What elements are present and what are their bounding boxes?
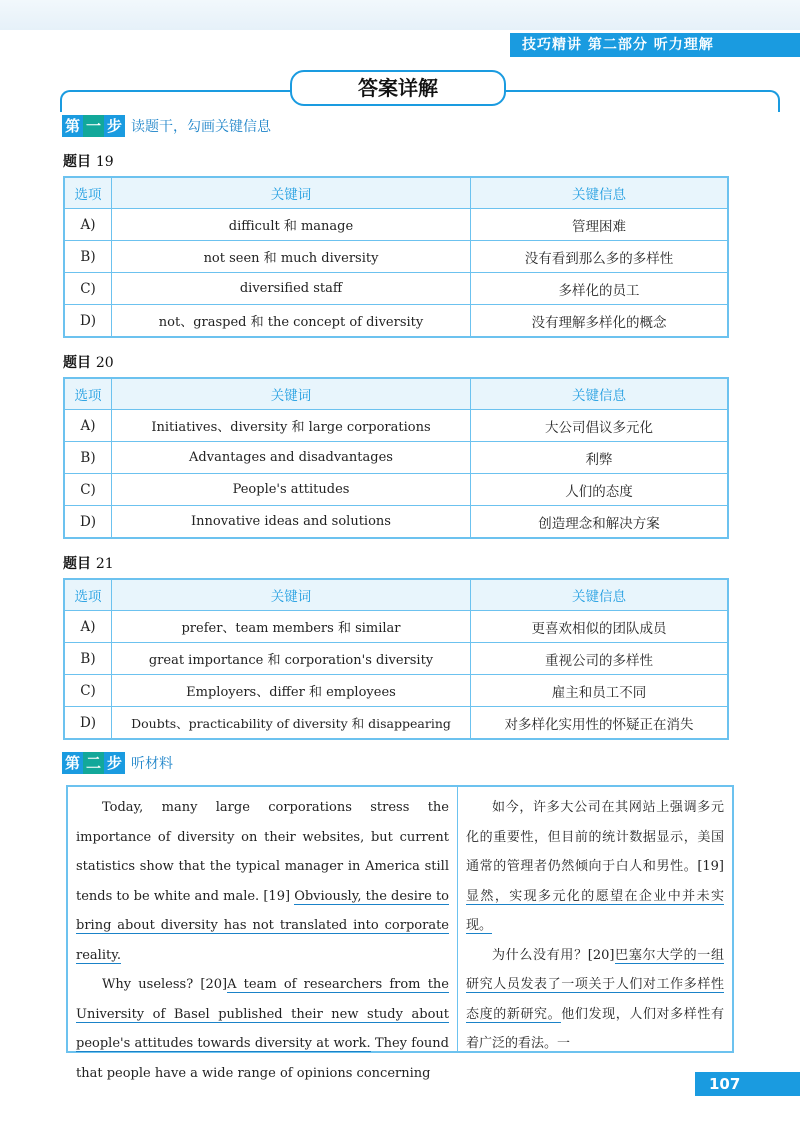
col-keywords-header: 关键词 <box>112 579 471 611</box>
table-header-row <box>64 378 728 410</box>
option-cell: C) <box>64 474 112 506</box>
info-cell: 没有看到那么多的多样性 <box>471 241 729 273</box>
keywords-cell: not seen 和 much diversity <box>112 241 471 273</box>
option-cell: A) <box>64 410 112 442</box>
keywords-cell: Doubts、practicability of diversity 和 disappearing <box>112 707 471 740</box>
table-row <box>64 611 728 643</box>
title-banner <box>60 70 780 110</box>
option-cell: D) <box>64 707 112 740</box>
table-row <box>64 474 728 506</box>
chinese-paragraph-2: 为什么没有用？[20]巴塞尔大学的一组研究人员发表了一项关于人们对工作多样性态度的新研究。他们发现，人们对多样性有着广泛的看法。一 <box>466 947 724 1051</box>
step-one-label: 读题干，勾画关键信息 <box>131 119 272 135</box>
table-row <box>64 241 728 273</box>
english-paragraph-1: Today, many large corporations stress the importance of diversity on their websites, but current statistics show that the typical manager in America still tends to be white and male. [19] Obviously, the desire to bring about diversity has not translated into corporate reality. <box>76 800 449 963</box>
info-cell: 没有理解多样化的概念 <box>471 305 729 338</box>
keywords-cell: not、grasped 和 the concept of diversity <box>112 305 471 338</box>
section-header: 技巧精讲 第二部分 听力理解 <box>510 33 800 57</box>
info-cell: 更喜欢相似的团队成员 <box>471 611 729 643</box>
keywords-cell: Innovative ideas and solutions <box>112 506 471 539</box>
keywords-cell: great importance 和 corporation's diversity <box>112 643 471 675</box>
table-row <box>64 305 728 338</box>
option-cell: A) <box>64 611 112 643</box>
table-header-row <box>64 579 728 611</box>
info-cell: 雇主和员工不同 <box>471 675 729 707</box>
keywords-cell: Employers、differ 和 employees <box>112 675 471 707</box>
step-two-badge: 第 二 步 <box>62 752 125 774</box>
question-21-label: 题目 21 <box>63 556 114 572</box>
col-keywords-header: 关键词 <box>112 177 471 209</box>
info-cell: 多样化的员工 <box>471 273 729 305</box>
passage-english <box>68 787 458 1081</box>
col-option-header: 选项 <box>64 579 112 611</box>
col-option-header: 选项 <box>64 378 112 410</box>
option-cell: D) <box>64 506 112 539</box>
table-row <box>64 643 728 675</box>
table-row <box>64 707 728 740</box>
step-two-heading <box>62 752 173 774</box>
table-row <box>64 442 728 474</box>
underlined-translation-20: 巴塞尔大学的一组研究人员发表了一项关于人们对工作多样性态度的新研究。 <box>466 947 724 1022</box>
option-cell: C) <box>64 273 112 305</box>
table-row <box>64 209 728 241</box>
option-cell: C) <box>64 675 112 707</box>
info-cell: 大公司倡议多元化 <box>471 410 729 442</box>
info-cell: 创造理念和解决方案 <box>471 506 729 539</box>
keywords-cell: prefer、team members 和 similar <box>112 611 471 643</box>
option-cell: D) <box>64 305 112 338</box>
question-20-table <box>63 377 729 539</box>
table-row <box>64 506 728 539</box>
option-cell: B) <box>64 241 112 273</box>
info-cell: 利弊 <box>471 442 729 474</box>
option-cell: A) <box>64 209 112 241</box>
option-cell: B) <box>64 442 112 474</box>
underlined-answer-19: Obviously, the desire to bring about diversity has not translated into corporate reality. <box>76 888 449 963</box>
english-paragraph-2: Why useless? [20]A team of researchers from the University of Basel published their new study about people's attitudes towards diversity at work. They found that people have a wide range of opinions concerning <box>76 977 449 1081</box>
step-two-label: 听材料 <box>131 756 174 772</box>
page-title: 答案详解 <box>290 70 506 106</box>
table-header-row <box>64 177 728 209</box>
underlined-answer-20: A team of researchers from the University of Basel published their new study about people's attitudes towards diversity at work. <box>76 977 449 1051</box>
question-21-table <box>63 578 729 740</box>
col-keywords-header: 关键词 <box>112 378 471 410</box>
underlined-translation-19: 显然，实现多元化的愿望在企业中并未实现。 <box>466 888 724 933</box>
info-cell: 人们的态度 <box>471 474 729 506</box>
table-row <box>64 675 728 707</box>
page-top-band <box>0 0 800 30</box>
question-19-label: 题目 19 <box>63 154 114 170</box>
info-cell: 重视公司的多样性 <box>471 643 729 675</box>
keywords-cell: Initiatives、diversity 和 large corporations <box>112 410 471 442</box>
listening-passage <box>66 785 734 1081</box>
option-cell: B) <box>64 643 112 675</box>
info-cell: 管理困难 <box>471 209 729 241</box>
step-one-badge: 第 一 步 <box>62 115 125 137</box>
page-number: 107 <box>695 1072 800 1096</box>
col-info-header: 关键信息 <box>471 579 729 611</box>
keywords-cell: People's attitudes <box>112 474 471 506</box>
question-19-table <box>63 176 729 338</box>
col-option-header: 选项 <box>64 177 112 209</box>
info-cell: 对多样化实用性的怀疑正在消失 <box>471 707 729 740</box>
question-20-label: 题目 20 <box>63 355 114 371</box>
chinese-paragraph-1: 如今，许多大公司在其网站上强调多元化的重要性，但目前的统计数据显示，美国通常的管理者仍然倾向于白人和男性。[19]显然，实现多元化的愿望在企业中并未实现。 <box>466 800 724 933</box>
keywords-cell: diversified staff <box>112 273 471 305</box>
col-info-header: 关键信息 <box>471 378 729 410</box>
step-one-heading <box>62 115 271 137</box>
keywords-cell: Advantages and disadvantages <box>112 442 471 474</box>
col-info-header: 关键信息 <box>471 177 729 209</box>
table-row <box>64 273 728 305</box>
passage-chinese <box>458 787 732 1051</box>
keywords-cell: difficult 和 manage <box>112 209 471 241</box>
table-row <box>64 410 728 442</box>
